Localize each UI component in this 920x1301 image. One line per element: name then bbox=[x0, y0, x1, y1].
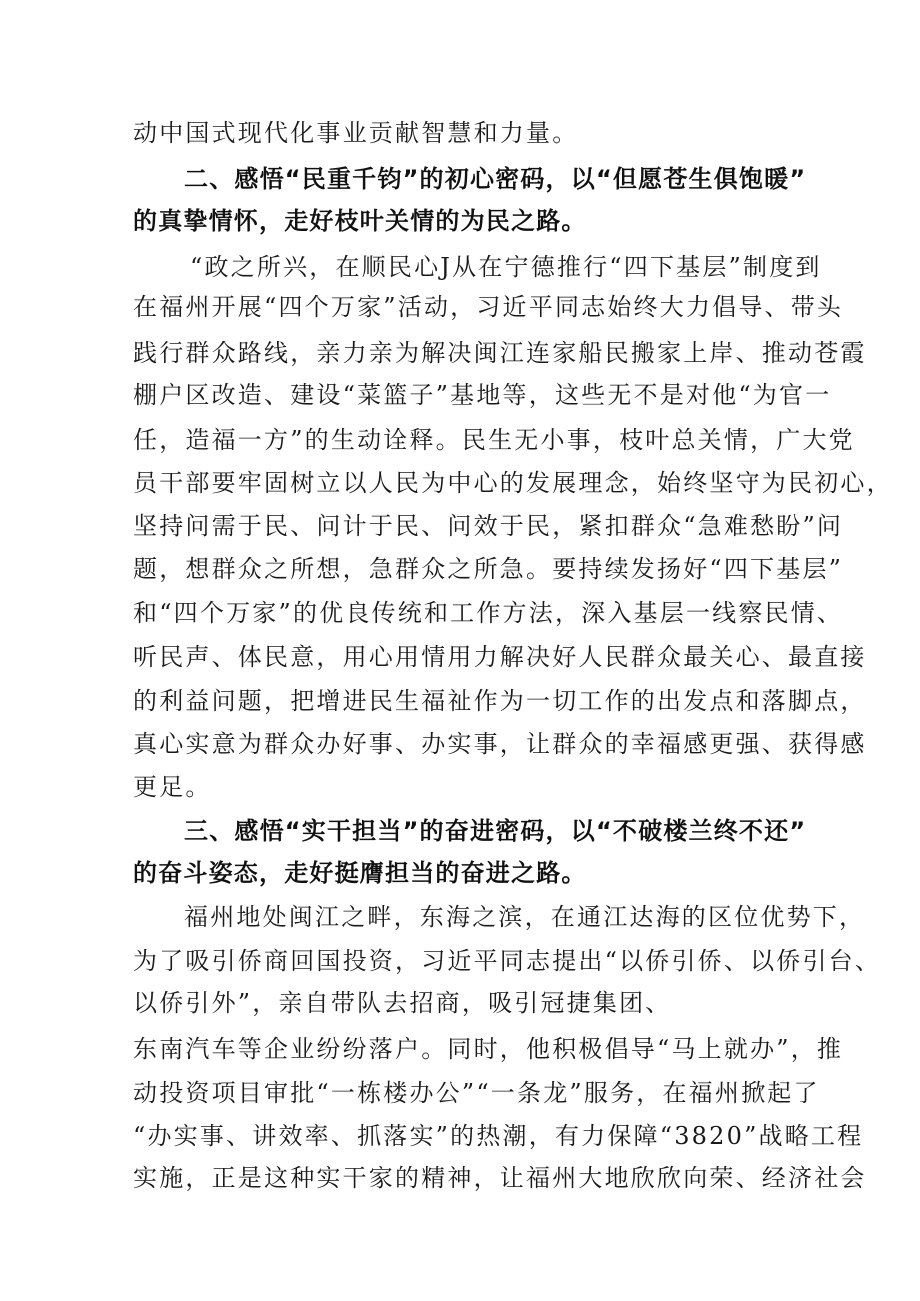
body-text-line: 和“四个万家”的优良传统和工作方法，深入基层一线察民情、 bbox=[133, 599, 844, 627]
body-text-line: 实施，正是这种实干家的精神，让福州大地欣欣向荣、经济社会 bbox=[133, 1164, 867, 1192]
body-text-line: 更足。 bbox=[133, 773, 212, 801]
body-text-line: 题，想群众之所想，急群众之所急。要持续发扬好“四下基层” bbox=[133, 555, 844, 583]
body-text-line: “办实事、讲效率、抓落实”的热潮，有力保障“3820”战略工程 bbox=[133, 1122, 864, 1150]
body-text-line: 坚持问需于民、问计于民、问效于民，紧扣群众“急难愁盼”问 bbox=[133, 512, 844, 540]
body-text-line: 任，造福一方”的生动诠释。民生无小事，枝叶总关情，广大党 bbox=[133, 426, 855, 454]
body-text-line: 福州地处闽江之畔，东海之滨，在通江达海的区位优势下， bbox=[184, 903, 866, 931]
body-text-line: 听民声、体民意，用心用情用力解决好人民群众最关心、最直接 bbox=[133, 643, 867, 671]
body-text-line: 东南汽车等企业纷纷落户。同时，他积极倡导“马上就办”，推 bbox=[133, 1035, 844, 1063]
section-heading-line: 的真挚情怀，走好枝叶关情的为民之路。 bbox=[133, 207, 587, 235]
body-text-line: 员干部要牢固树立以人民为中心的发展理念，始终坚守为民初心， bbox=[133, 469, 893, 497]
section-heading-line: 三、感悟“实干担当”的奋进密码，以“不破楼兰终不还” bbox=[184, 817, 807, 845]
body-text-line: 动中国式现代化事业贡献智慧和力量。 bbox=[133, 119, 579, 147]
body-text-line: 以侨引外”，亲自带队去招商，吸引冠捷集团、 bbox=[133, 989, 672, 1017]
body-text-line: 棚户区改造、建设“菜篮子”基地等，这些无不是对他“为官一 bbox=[133, 381, 832, 409]
section-heading-line: 二、感悟“民重千钧”的初心密码，以“但愿苍生俱饱暖” bbox=[184, 165, 807, 193]
body-text-line: “政之所兴，在顺民心J从在宁德推行“四下基层”制度到 bbox=[190, 253, 822, 281]
body-text-line: 动投资项目审批“一栋楼办公”“一条龙”服务，在福州掀起了 bbox=[133, 1079, 820, 1107]
body-text-line: 真心实意为群众办好事、办实事，让群众的幸福感更强、获得感 bbox=[133, 730, 867, 758]
body-text-line: 践行群众路线，亲力亲为解决闽江连家船民搬家上岸、推动苍霞 bbox=[133, 339, 867, 367]
body-text-line: 为了吸引侨商回国投资，习近平同志提出“以侨引侨、以侨引台、 bbox=[133, 947, 882, 975]
body-text-line: 的利益问题，把增进民生福祉作为一切工作的出发点和落脚点， bbox=[133, 687, 867, 715]
body-text-line: 在福州开展“四个万家”活动，习近平同志始终大力倡导、带头 bbox=[133, 293, 844, 321]
section-heading-line: 的奋斗姿态，走好挺膺担当的奋进之路。 bbox=[133, 859, 587, 887]
